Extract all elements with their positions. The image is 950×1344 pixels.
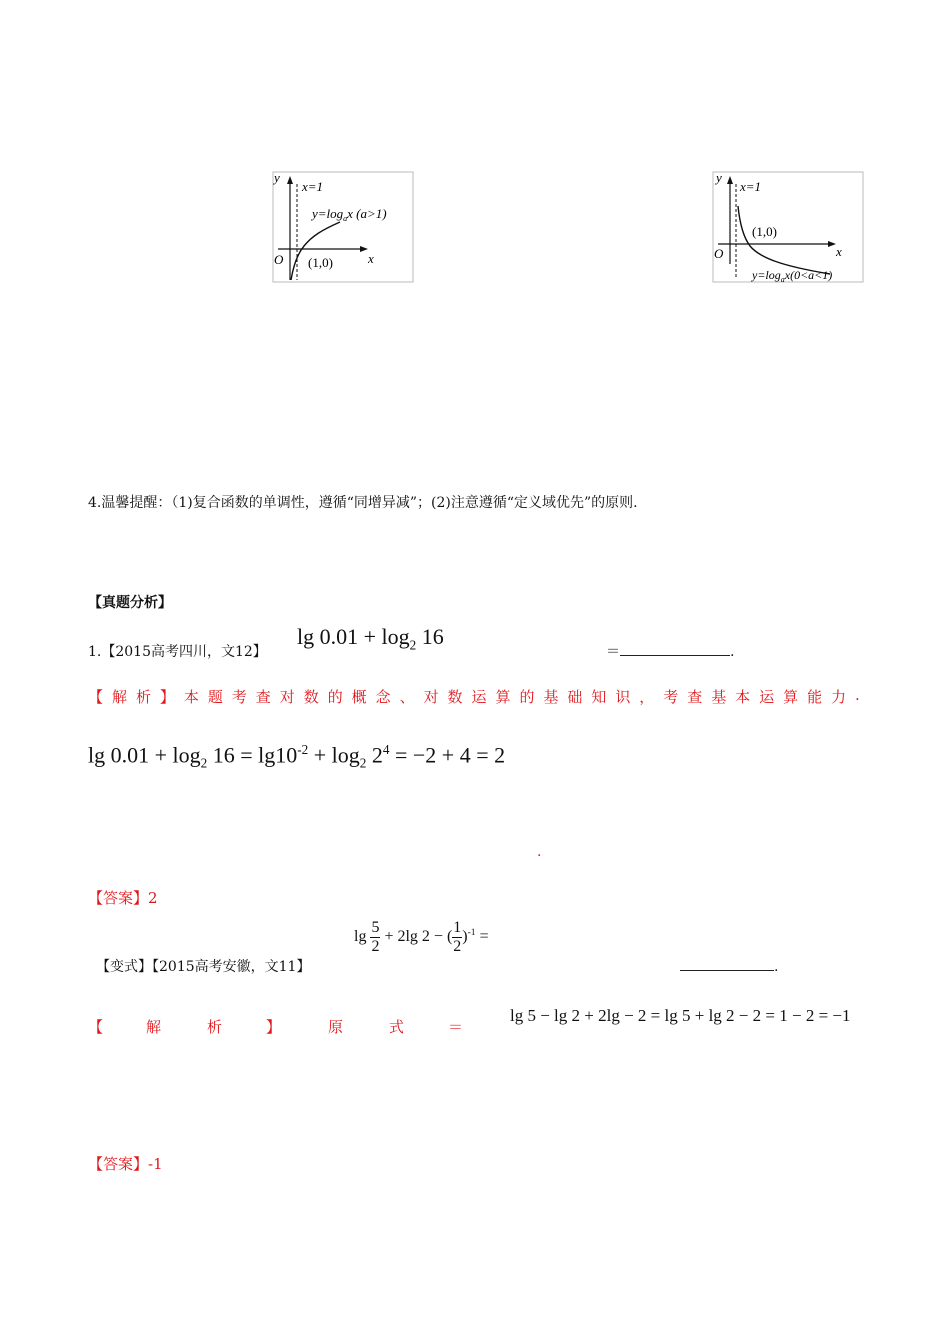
bracket-close: 】 <box>266 1018 282 1036</box>
analysis-1-char: 解 <box>111 688 127 706</box>
answer-1: 【答案】2 <box>88 889 158 907</box>
analysis-1-char: 析 <box>135 688 151 706</box>
variant-label: 【变式】【2015高考安徽，文11】 <box>96 959 311 975</box>
analysis-1-char: 本 <box>735 688 751 706</box>
analysis-1-formula: $\lg 0.01 + \log_2 16 = \lg 10^{-2} + \log_2 2^4 = -2 + 4 = 2$ <box>88 742 506 771</box>
curve-label: $y=\log_ax$ (a>1) <box>312 206 387 223</box>
question-1-answer-blank: ＝ . <box>606 641 734 661</box>
asymptote-label: x=1 <box>302 179 324 194</box>
graph-log-a-greater-1 <box>272 166 414 284</box>
curve-label: $y=\log_ax(0<a<1)$ <box>752 268 833 284</box>
analysis-1-text <box>88 686 860 707</box>
analysis-1-char: 】 <box>159 688 175 706</box>
analysis-1-char: 能 <box>807 688 823 706</box>
analysis-1-char: 的 <box>327 688 343 706</box>
y-axis-label: y <box>716 170 722 185</box>
graph-log-a-between-0-1 <box>712 166 864 284</box>
analysis-1-char: 【 <box>88 688 104 706</box>
analysis-1-char: 算 <box>495 688 511 706</box>
variant-answer-blank: . <box>680 956 778 975</box>
analysis-1-char: 查 <box>255 688 271 706</box>
char-equals: ＝ <box>448 1018 464 1036</box>
analysis-1-char: 数 <box>303 688 319 706</box>
origin-label: O <box>714 246 724 261</box>
section-title: 【真题分析】 <box>88 595 172 611</box>
analysis-1-char: 对 <box>423 688 439 706</box>
analysis-2-formula: lg 5 − lg 2 + 2lg − 2 = lg 5 + lg 2 − 2 = 1 − 2 = −1 <box>510 1006 851 1025</box>
analysis-1-char: 数 <box>447 688 463 706</box>
analysis-1-char: ， <box>639 688 655 706</box>
origin-label: O <box>274 252 284 267</box>
analysis-2-chars <box>88 1016 468 1036</box>
x-axis-label: x <box>368 251 374 266</box>
analysis-1-char: 、 <box>399 688 415 706</box>
point-label: (1,0) <box>752 224 777 239</box>
analysis-1-char: 考 <box>231 688 247 706</box>
y-axis-label: y <box>274 170 280 185</box>
analysis-1-char: 题 <box>207 688 223 706</box>
log-curve <box>738 206 830 274</box>
analysis-1-char: . <box>855 686 860 704</box>
analysis-1-char: 考 <box>663 688 679 706</box>
analysis-1-char: 本 <box>183 688 199 706</box>
analysis-1-char: 算 <box>783 688 799 706</box>
question-1-expression: $\lg 0.01 + \log_2 16$ <box>297 624 444 653</box>
x-axis-label: x <box>836 244 842 259</box>
analysis-1-char: 础 <box>567 688 583 706</box>
analysis-1-char: 念 <box>375 688 391 706</box>
analysis-1-char: 查 <box>687 688 703 706</box>
analysis-1-char: 基 <box>711 688 727 706</box>
analysis-1-dot: . <box>537 844 542 860</box>
analysis-1-char: 运 <box>759 688 775 706</box>
char-jie: 解 <box>146 1018 162 1036</box>
asymptote-label: x=1 <box>740 179 762 194</box>
char-xi: 析 <box>207 1018 223 1036</box>
analysis-1-char: 概 <box>351 688 367 706</box>
variant-expression: lg $\frac{5}{2}$ + 2lg 2 − ( $\frac{1}{2}$ )$^{-1}$ = <box>354 919 489 955</box>
point-label: (1,0) <box>308 255 333 270</box>
char-yuan: 原 <box>328 1018 344 1036</box>
tip-text: 4.温馨提醒：（1)复合函数的单调性，遵循“同增异减”；(2)注意遵循“定义域优先”的原则. <box>88 495 638 511</box>
analysis-1-char: 识 <box>615 688 631 706</box>
analysis-1-char: 的 <box>519 688 535 706</box>
analysis-1-char: 知 <box>591 688 607 706</box>
char-shi: 式 <box>389 1018 405 1036</box>
analysis-1-char: 对 <box>279 688 295 706</box>
question-1-label: 1.【2015高考四川，文12】 <box>88 644 267 660</box>
bracket-open: 【 <box>88 1018 104 1036</box>
log-curve <box>291 222 340 280</box>
analysis-1-char: 基 <box>543 688 559 706</box>
analysis-1-char: 力 <box>831 688 847 706</box>
analysis-1-char: 运 <box>471 688 487 706</box>
answer-2: 【答案】-1 <box>88 1155 163 1173</box>
